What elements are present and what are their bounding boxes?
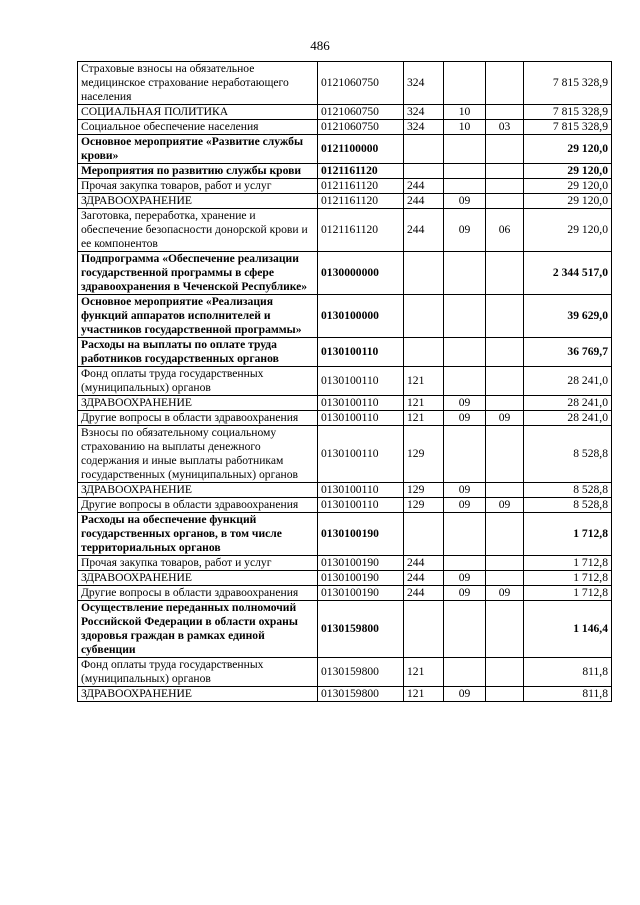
budget-table-body (78, 62, 612, 702)
row-section: 09 (444, 483, 486, 498)
budget-table (77, 61, 612, 702)
row-expense-type: 244 (404, 586, 444, 601)
row-section (444, 426, 486, 483)
row-section (444, 135, 486, 164)
row-section: 10 (444, 120, 486, 135)
row-amount: 29 120,0 (524, 135, 612, 164)
row-target-code: 0121161120 (318, 179, 404, 194)
row-target-code: 0130159800 (318, 687, 404, 702)
table-row (78, 209, 612, 252)
row-subsection (486, 105, 524, 120)
table-row (78, 62, 612, 105)
row-amount: 28 241,0 (524, 396, 612, 411)
row-amount: 29 120,0 (524, 164, 612, 179)
row-name: Расходы на обеспечение функций государственных органов, в том числе территориальных органов (78, 513, 318, 556)
row-name: ЗДРАВООХРАНЕНИЕ (78, 571, 318, 586)
row-expense-type: 244 (404, 571, 444, 586)
row-expense-type: 129 (404, 498, 444, 513)
row-name: Прочая закупка товаров, работ и услуг (78, 556, 318, 571)
table-row (78, 135, 612, 164)
row-section (444, 658, 486, 687)
row-amount: 1 712,8 (524, 556, 612, 571)
row-name: ЗДРАВООХРАНЕНИЕ (78, 687, 318, 702)
row-subsection: 09 (486, 586, 524, 601)
row-subsection (486, 396, 524, 411)
table-row (78, 179, 612, 194)
row-target-code: 0130100110 (318, 411, 404, 426)
row-expense-type: 244 (404, 209, 444, 252)
row-name: Фонд оплаты труда государственных (муниципальных) органов (78, 658, 318, 687)
row-section (444, 62, 486, 105)
row-name: Прочая закупка товаров, работ и услуг (78, 179, 318, 194)
row-expense-type: 324 (404, 105, 444, 120)
row-expense-type: 121 (404, 687, 444, 702)
row-amount: 811,8 (524, 658, 612, 687)
row-target-code: 0130100110 (318, 483, 404, 498)
page-number: 486 (310, 38, 330, 53)
row-section (444, 601, 486, 658)
row-target-code: 0130159800 (318, 601, 404, 658)
table-row (78, 338, 612, 367)
table-row (78, 105, 612, 120)
row-amount: 1 712,8 (524, 571, 612, 586)
row-section (444, 513, 486, 556)
row-subsection (486, 179, 524, 194)
row-subsection (486, 658, 524, 687)
row-name: Фонд оплаты труда государственных (муниципальных) органов (78, 367, 318, 396)
row-subsection (486, 252, 524, 295)
row-section (444, 295, 486, 338)
row-name: ЗДРАВООХРАНЕНИЕ (78, 396, 318, 411)
row-section: 09 (444, 498, 486, 513)
table-row (78, 513, 612, 556)
row-target-code: 0121161120 (318, 209, 404, 252)
table-row (78, 498, 612, 513)
table-row (78, 556, 612, 571)
row-subsection (486, 601, 524, 658)
row-amount: 29 120,0 (524, 179, 612, 194)
row-expense-type (404, 164, 444, 179)
row-subsection (486, 62, 524, 105)
row-subsection (486, 687, 524, 702)
row-subsection (486, 164, 524, 179)
row-section (444, 556, 486, 571)
table-row (78, 120, 612, 135)
row-subsection (486, 513, 524, 556)
table-row (78, 687, 612, 702)
row-section: 09 (444, 194, 486, 209)
row-amount: 39 629,0 (524, 295, 612, 338)
row-expense-type (404, 252, 444, 295)
row-section: 09 (444, 586, 486, 601)
row-subsection (486, 571, 524, 586)
row-name: Другие вопросы в области здравоохранения (78, 411, 318, 426)
row-subsection (486, 338, 524, 367)
table-row (78, 483, 612, 498)
row-target-code: 0130100190 (318, 513, 404, 556)
row-section: 09 (444, 411, 486, 426)
row-name: Подпрограмма «Обеспечение реализации государственной программы в сфере здравоохранения в Чеченской Республике» (78, 252, 318, 295)
row-name: Другие вопросы в области здравоохранения (78, 586, 318, 601)
row-target-code: 0130100000 (318, 295, 404, 338)
row-amount: 8 528,8 (524, 426, 612, 483)
row-name: Заготовка, переработка, хранение и обеспечение безопасности донорской крови и ее компонентов (78, 209, 318, 252)
row-expense-type (404, 295, 444, 338)
row-expense-type: 324 (404, 120, 444, 135)
row-target-code: 0121060750 (318, 105, 404, 120)
row-name: Социальное обеспечение населения (78, 120, 318, 135)
row-name: ЗДРАВООХРАНЕНИЕ (78, 194, 318, 209)
row-amount: 1 712,8 (524, 513, 612, 556)
row-expense-type: 129 (404, 426, 444, 483)
row-expense-type: 129 (404, 483, 444, 498)
row-target-code: 0130100110 (318, 498, 404, 513)
table-row (78, 601, 612, 658)
row-amount: 29 120,0 (524, 209, 612, 252)
row-amount: 8 528,8 (524, 498, 612, 513)
row-section: 09 (444, 396, 486, 411)
row-expense-type: 121 (404, 367, 444, 396)
row-target-code: 0130100110 (318, 338, 404, 367)
row-subsection (486, 483, 524, 498)
row-subsection: 06 (486, 209, 524, 252)
row-name: Другие вопросы в области здравоохранения (78, 498, 318, 513)
row-subsection: 09 (486, 498, 524, 513)
row-subsection (486, 367, 524, 396)
row-target-code: 0121100000 (318, 135, 404, 164)
row-name: Взносы по обязательному социальному страхованию на выплаты денежного содержания и иные выплаты работникам государственных (муниципальных) органов (78, 426, 318, 483)
row-target-code: 0130100110 (318, 367, 404, 396)
row-expense-type: 121 (404, 396, 444, 411)
row-target-code: 0130100110 (318, 426, 404, 483)
row-amount: 8 528,8 (524, 483, 612, 498)
row-target-code: 0121060750 (318, 62, 404, 105)
row-section (444, 338, 486, 367)
row-target-code: 0130100110 (318, 396, 404, 411)
row-subsection (486, 194, 524, 209)
row-name: СОЦИАЛЬНАЯ ПОЛИТИКА (78, 105, 318, 120)
row-expense-type (404, 513, 444, 556)
row-section (444, 179, 486, 194)
table-row (78, 252, 612, 295)
row-section (444, 367, 486, 396)
row-target-code: 0130100190 (318, 556, 404, 571)
table-row (78, 586, 612, 601)
row-amount: 7 815 328,9 (524, 105, 612, 120)
table-row (78, 411, 612, 426)
row-expense-type: 244 (404, 179, 444, 194)
row-name: Основное мероприятие «Реализация функций аппаратов исполнителей и участников государственной программы» (78, 295, 318, 338)
row-target-code: 0121161120 (318, 194, 404, 209)
table-row (78, 396, 612, 411)
row-expense-type: 244 (404, 556, 444, 571)
row-name: Расходы на выплаты по оплате труда работников государственных органов (78, 338, 318, 367)
row-target-code: 0130100190 (318, 571, 404, 586)
row-section: 09 (444, 687, 486, 702)
row-amount: 29 120,0 (524, 194, 612, 209)
row-target-code: 0121060750 (318, 120, 404, 135)
row-section (444, 252, 486, 295)
row-name: Основное мероприятие «Развитие службы крови» (78, 135, 318, 164)
row-name: Страховые взносы на обязательное медицинское страхование неработающего населения (78, 62, 318, 105)
row-expense-type (404, 338, 444, 367)
row-target-code: 0130000000 (318, 252, 404, 295)
table-row (78, 571, 612, 586)
row-subsection: 03 (486, 120, 524, 135)
row-name: ЗДРАВООХРАНЕНИЕ (78, 483, 318, 498)
table-row (78, 164, 612, 179)
row-name: Мероприятия по развитию службы крови (78, 164, 318, 179)
row-amount: 28 241,0 (524, 411, 612, 426)
row-name: Осуществление переданных полномочий Российской Федерации в области охраны здоровья граждан в рамках единой субвенции (78, 601, 318, 658)
row-amount: 36 769,7 (524, 338, 612, 367)
row-expense-type: 121 (404, 411, 444, 426)
table-row (78, 295, 612, 338)
row-expense-type (404, 601, 444, 658)
row-expense-type (404, 135, 444, 164)
row-section: 09 (444, 571, 486, 586)
row-section: 10 (444, 105, 486, 120)
table-row (78, 658, 612, 687)
row-amount: 1 712,8 (524, 586, 612, 601)
row-subsection (486, 295, 524, 338)
row-target-code: 0130159800 (318, 658, 404, 687)
row-subsection: 09 (486, 411, 524, 426)
row-amount: 7 815 328,9 (524, 62, 612, 105)
row-amount: 2 344 517,0 (524, 252, 612, 295)
row-expense-type: 244 (404, 194, 444, 209)
row-target-code: 0130100190 (318, 586, 404, 601)
row-subsection (486, 556, 524, 571)
row-expense-type: 324 (404, 62, 444, 105)
row-amount: 811,8 (524, 687, 612, 702)
row-amount: 7 815 328,9 (524, 120, 612, 135)
row-subsection (486, 135, 524, 164)
row-subsection (486, 426, 524, 483)
row-target-code: 0121161120 (318, 164, 404, 179)
row-amount: 28 241,0 (524, 367, 612, 396)
table-row (78, 367, 612, 396)
row-section: 09 (444, 209, 486, 252)
row-expense-type: 121 (404, 658, 444, 687)
table-row (78, 426, 612, 483)
table-row (78, 194, 612, 209)
row-section (444, 164, 486, 179)
row-amount: 1 146,4 (524, 601, 612, 658)
